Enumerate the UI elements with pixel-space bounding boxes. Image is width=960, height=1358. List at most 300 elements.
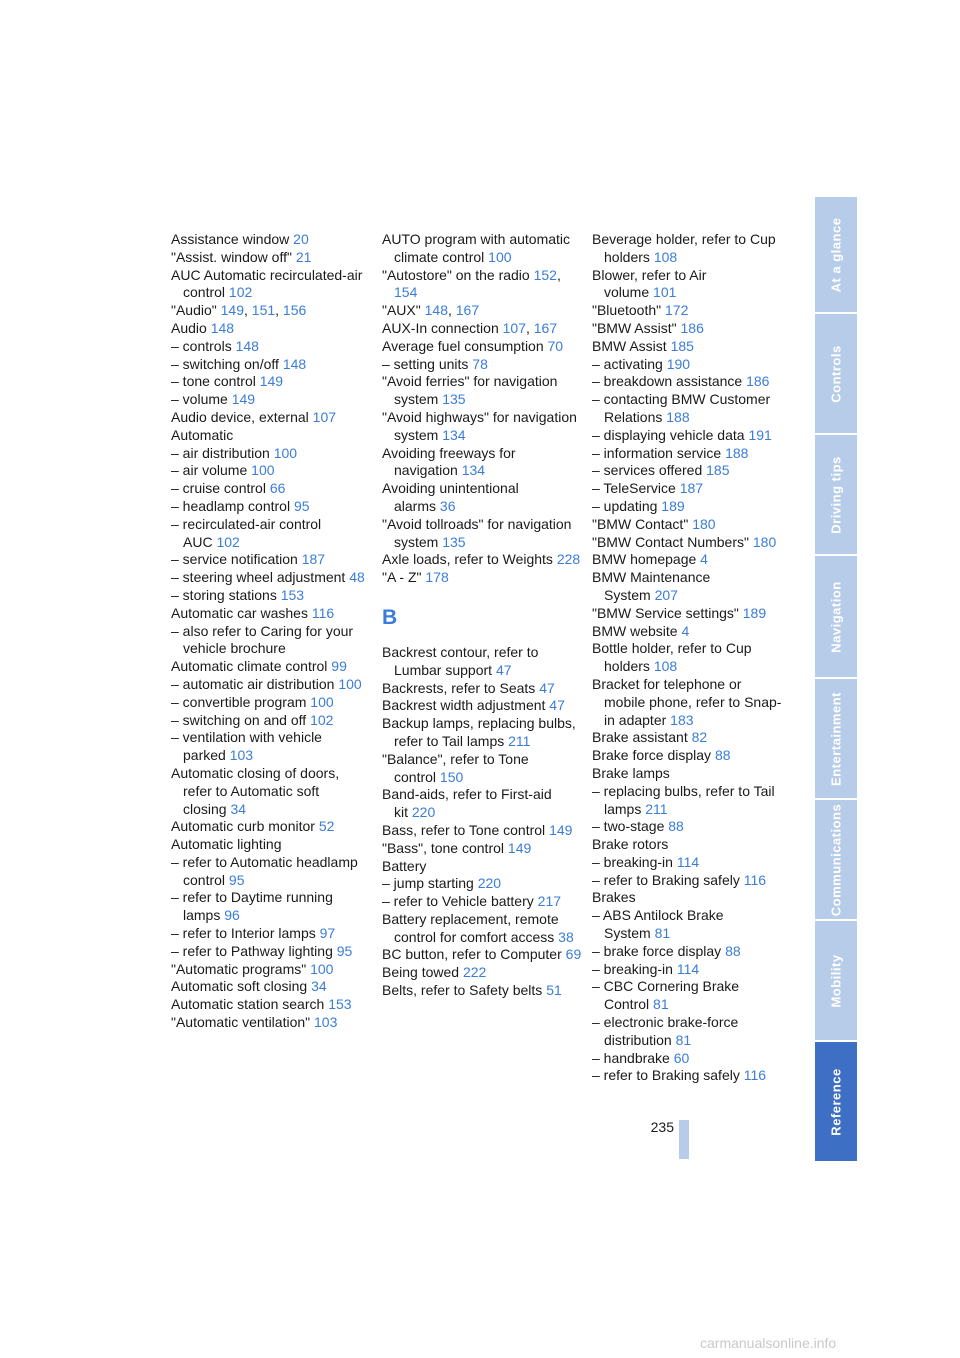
entry-text: – convertible program bbox=[171, 693, 307, 710]
entry-text: – updating bbox=[592, 497, 658, 514]
page-link[interactable]: 101 bbox=[653, 284, 677, 301]
index-entry bbox=[382, 875, 582, 893]
tab-label: Driving tips bbox=[828, 455, 844, 534]
page-link[interactable]: 102 bbox=[310, 711, 334, 728]
page-link[interactable]: 189 bbox=[661, 497, 685, 514]
index-entry bbox=[592, 1067, 782, 1085]
tab-driving-tips[interactable] bbox=[815, 435, 857, 554]
entry-text: – air volume bbox=[171, 462, 248, 479]
page-link[interactable]: 100 bbox=[310, 960, 334, 977]
index-entry bbox=[592, 765, 782, 783]
page-link[interactable]: 135 bbox=[442, 391, 466, 408]
index-entry bbox=[592, 534, 782, 552]
index-entry bbox=[171, 889, 371, 925]
index-entry bbox=[592, 231, 782, 267]
index-entry bbox=[171, 409, 371, 427]
page-link[interactable]: 34 bbox=[311, 978, 327, 995]
entry-text: Automatic bbox=[171, 426, 234, 443]
index-entry bbox=[592, 605, 782, 623]
entry-text: BC button, refer to Computer bbox=[382, 946, 562, 963]
index-entry bbox=[592, 889, 782, 907]
page-link[interactable]: 36 bbox=[439, 497, 456, 514]
index-entry bbox=[592, 516, 782, 534]
index-entry bbox=[171, 338, 371, 356]
entry-text: – replacing bulbs, refer to Tail lamps bbox=[592, 782, 775, 817]
page-link[interactable]: 70 bbox=[547, 337, 564, 354]
entry-text: – setting units bbox=[382, 355, 469, 372]
entry-text: AUC Automatic recirculated-air control bbox=[171, 266, 363, 301]
page-link[interactable]: 149 bbox=[220, 302, 244, 319]
page-link[interactable]: 220 bbox=[477, 875, 502, 892]
tab-reference[interactable] bbox=[815, 1042, 857, 1161]
index-entry bbox=[382, 858, 582, 876]
entry-text: Audio bbox=[171, 319, 207, 336]
page-link[interactable]: 188 bbox=[666, 408, 690, 425]
entry-text: "Automatic programs" bbox=[171, 960, 307, 977]
page-link[interactable]: 191 bbox=[748, 426, 772, 443]
entry-text: – refer to Vehicle battery bbox=[382, 893, 534, 910]
entry-text: – TeleService bbox=[592, 480, 676, 497]
page-link[interactable]: 154 bbox=[394, 284, 418, 301]
index-entry bbox=[592, 356, 782, 374]
entry-text: Backrest width adjustment bbox=[382, 697, 546, 714]
index-entry bbox=[592, 729, 782, 747]
page-link[interactable]: 114 bbox=[676, 960, 700, 977]
page-link[interactable]: 183 bbox=[670, 711, 694, 728]
entry-text: Brake assistant bbox=[592, 729, 688, 746]
index-entry: "Autostore" on the radio 152, 154 bbox=[382, 266, 561, 301]
entry-text: "Assist. window off" bbox=[171, 248, 292, 265]
tab-mobility[interactable] bbox=[815, 921, 857, 1040]
page-link[interactable]: 153 bbox=[280, 586, 305, 603]
index-entry bbox=[382, 822, 582, 840]
entry-text: AUTO program with automatic climate control bbox=[382, 231, 571, 265]
tab-label: Reference bbox=[828, 1067, 844, 1136]
index-entry bbox=[382, 840, 582, 858]
page-link[interactable]: 156 bbox=[282, 302, 307, 319]
index-entry bbox=[382, 551, 582, 569]
page-link[interactable]: 153 bbox=[328, 996, 352, 1013]
page-link[interactable]: 134 bbox=[442, 426, 466, 443]
entry-text: – automatic air distribution bbox=[171, 675, 335, 692]
index-entry bbox=[592, 872, 782, 890]
page-link[interactable]: 134 bbox=[461, 462, 486, 479]
index-entry bbox=[171, 427, 371, 445]
page-number-bar bbox=[679, 1120, 689, 1159]
index-entry bbox=[171, 373, 371, 391]
index-entry bbox=[592, 267, 782, 303]
entry-text: – switching on/off bbox=[171, 355, 279, 372]
entry-text: – information service bbox=[592, 444, 722, 461]
index-column-2 bbox=[382, 231, 582, 1000]
entry-text: – ABS Antilock Brake System bbox=[592, 907, 724, 942]
index-entry bbox=[171, 605, 371, 623]
entry-text: Battery replacement, remote control for comfort access bbox=[382, 910, 559, 945]
entry-text: – activating bbox=[592, 355, 663, 372]
index-entry bbox=[171, 356, 371, 374]
index-entry bbox=[592, 1050, 782, 1068]
page-link[interactable]: 116 bbox=[743, 871, 767, 888]
index-entry bbox=[171, 961, 371, 979]
entry-text: BMW Assist bbox=[592, 337, 667, 354]
page-link[interactable]: 190 bbox=[666, 355, 691, 372]
entry-text: – controls bbox=[171, 337, 232, 354]
page-link[interactable]: 4 bbox=[681, 622, 690, 639]
index-entry bbox=[171, 694, 371, 712]
page-link[interactable]: 107 bbox=[502, 319, 526, 336]
index-entry bbox=[382, 644, 582, 680]
index-entry bbox=[171, 818, 371, 836]
page-link[interactable]: 88 bbox=[668, 818, 684, 835]
entry-text: Brake rotors bbox=[592, 836, 669, 853]
entry-text: – tone control bbox=[171, 373, 256, 390]
entry-text: Battery bbox=[382, 857, 427, 874]
entry-text: "A - Z" bbox=[382, 569, 422, 586]
page-link[interactable]: 185 bbox=[706, 462, 730, 479]
page-link[interactable]: 178 bbox=[425, 569, 449, 586]
page-link[interactable]: 60 bbox=[673, 1049, 690, 1066]
index-entry bbox=[382, 697, 582, 715]
index-entry bbox=[171, 729, 371, 765]
index-entry bbox=[382, 409, 582, 445]
tab-navigation[interactable] bbox=[815, 556, 857, 677]
entry-text: Bracket for telephone or mobile phone, refer to Snap-in adapter bbox=[592, 675, 782, 728]
page-link[interactable]: 152 bbox=[533, 266, 557, 283]
page-link[interactable]: 82 bbox=[691, 729, 708, 746]
page-link[interactable]: 78 bbox=[472, 355, 488, 372]
entry-text: Audio device, external bbox=[171, 408, 309, 425]
page-link[interactable]: 51 bbox=[546, 982, 562, 999]
index-entry bbox=[171, 569, 371, 587]
page-link[interactable]: 108 bbox=[653, 658, 678, 675]
page-link[interactable]: 38 bbox=[558, 928, 574, 945]
index-entry bbox=[171, 978, 371, 996]
index-entry bbox=[382, 982, 582, 1000]
page-link[interactable]: 48 bbox=[349, 569, 365, 586]
page-link[interactable]: 97 bbox=[319, 925, 336, 942]
index-entry bbox=[382, 911, 582, 947]
entry-text: – service notification bbox=[171, 551, 298, 568]
entry-text: – brake force display bbox=[592, 942, 722, 959]
entry-text: – displaying vehicle data bbox=[592, 426, 745, 443]
section-tabs bbox=[815, 197, 857, 1163]
page-link[interactable]: 167 bbox=[455, 302, 480, 319]
page-link[interactable]: 96 bbox=[224, 907, 240, 924]
page-link[interactable]: 81 bbox=[675, 1031, 692, 1048]
index-entry bbox=[382, 356, 582, 374]
index-entry: "Audio" 149, 151, 156 bbox=[171, 302, 307, 319]
index-entry bbox=[592, 961, 782, 979]
entry-text: – ventilation with vehicle parked bbox=[171, 729, 322, 764]
page-link[interactable]: 149 bbox=[549, 821, 573, 838]
entry-text: – refer to Braking safely bbox=[592, 871, 740, 888]
entry-text: "Autostore" on the radio bbox=[382, 266, 530, 283]
entry-text: Beverage holder, refer to Cup holders bbox=[592, 231, 776, 265]
entry-text: – steering wheel adjustment bbox=[171, 569, 346, 586]
entry-text: "Avoid ferries" for navigation system bbox=[382, 373, 558, 408]
entry-text: "BMW Contact Numbers" bbox=[592, 533, 749, 550]
page-link[interactable]: 47 bbox=[495, 661, 512, 678]
entry-text: – two-stage bbox=[592, 818, 665, 835]
index-entry bbox=[171, 623, 371, 659]
page-link[interactable]: 95 bbox=[293, 497, 310, 514]
entry-text: "Balance", refer to Tone control bbox=[382, 750, 529, 785]
index-entry bbox=[171, 462, 371, 480]
page-link[interactable]: 135 bbox=[442, 533, 466, 550]
entry-text: Axle loads, refer to Weights bbox=[382, 551, 553, 568]
page-link[interactable]: 148 bbox=[282, 355, 307, 372]
entry-text: – breaking-in bbox=[592, 960, 673, 977]
entry-text: – contacting BMW Customer Relations bbox=[592, 391, 771, 425]
page-link[interactable]: 172 bbox=[665, 302, 689, 319]
page-link[interactable]: 185 bbox=[670, 337, 694, 354]
index-entry bbox=[382, 480, 582, 516]
page-link[interactable]: 220 bbox=[411, 804, 436, 821]
page-link[interactable]: 149 bbox=[231, 391, 256, 408]
tab-label: Entertainment bbox=[828, 691, 844, 786]
index-entry bbox=[592, 320, 782, 338]
page-link[interactable]: 148 bbox=[235, 337, 259, 354]
page-link[interactable]: 100 bbox=[251, 462, 275, 479]
index-entry bbox=[592, 943, 782, 961]
entry-text: – refer to Interior lamps bbox=[171, 925, 316, 942]
index-entry bbox=[171, 551, 371, 569]
index-entry bbox=[592, 676, 782, 729]
index-entry bbox=[171, 231, 371, 249]
index-entry bbox=[382, 680, 582, 698]
page-link[interactable]: 47 bbox=[539, 679, 555, 696]
index-entry bbox=[592, 338, 782, 356]
index-entry bbox=[382, 373, 582, 409]
page-link[interactable]: 66 bbox=[269, 480, 286, 497]
page-link[interactable]: 116 bbox=[311, 604, 335, 621]
entry-text: Band-aids, refer to First-aid kit bbox=[382, 786, 552, 821]
entry-text: – breakdown assistance bbox=[592, 373, 743, 390]
entry-text: – electronic brake-force distribution bbox=[592, 1014, 739, 1048]
page-link[interactable]: 100 bbox=[310, 693, 334, 710]
page-link[interactable]: 47 bbox=[549, 697, 565, 714]
entry-text: "AUX" bbox=[382, 302, 421, 319]
entry-text: – services offered bbox=[592, 462, 703, 479]
page-link[interactable]: 188 bbox=[725, 444, 749, 461]
entry-text: – cruise control bbox=[171, 480, 266, 497]
index-entry: "AUX" 148, 167 bbox=[382, 302, 480, 319]
page-link[interactable]: 95 bbox=[336, 942, 353, 959]
entry-text: Backrest contour, refer to Lumbar support bbox=[382, 643, 539, 678]
index-entry bbox=[171, 712, 371, 730]
index-entry bbox=[592, 783, 782, 819]
entry-text: – refer to Automatic headlamp control bbox=[171, 853, 358, 888]
page-link[interactable]: 189 bbox=[742, 604, 767, 621]
page-link[interactable]: 222 bbox=[462, 964, 487, 981]
index-entry bbox=[171, 391, 371, 409]
page-link[interactable]: 108 bbox=[653, 248, 678, 265]
index-entry bbox=[592, 623, 782, 641]
index-entry bbox=[592, 818, 782, 836]
entry-text: BMW Maintenance System bbox=[592, 569, 711, 603]
page-link[interactable]: 180 bbox=[692, 515, 716, 532]
page-link[interactable]: 114 bbox=[676, 853, 700, 870]
index-entry bbox=[171, 498, 371, 516]
entry-text: Avoiding unintentional alarms bbox=[382, 480, 519, 514]
tab-communications[interactable] bbox=[815, 800, 857, 919]
entry-text: Automatic car washes bbox=[171, 604, 308, 621]
entry-text: – jump starting bbox=[382, 875, 474, 892]
page-link[interactable]: 81 bbox=[653, 996, 669, 1013]
entry-text: – refer to Daytime running lamps bbox=[171, 889, 333, 924]
index-entry bbox=[171, 320, 371, 338]
entry-text: "Audio" bbox=[171, 302, 217, 319]
index-entry bbox=[592, 445, 782, 463]
page-link[interactable]: 207 bbox=[654, 586, 678, 603]
tab-label: Navigation bbox=[828, 580, 844, 653]
index-column-1 bbox=[171, 231, 371, 1032]
index-entry bbox=[592, 907, 782, 943]
page-link[interactable]: 167 bbox=[533, 319, 558, 336]
index-entry bbox=[382, 338, 582, 356]
entry-text: – recirculated-air control AUC bbox=[171, 515, 322, 550]
entry-text: Automatic station search bbox=[171, 996, 325, 1013]
page-link[interactable]: 107 bbox=[312, 408, 337, 425]
page-link[interactable]: 4 bbox=[700, 551, 708, 568]
index-entry bbox=[171, 516, 371, 552]
page-link[interactable]: 103 bbox=[314, 1014, 338, 1031]
page-link[interactable]: 148 bbox=[424, 302, 448, 319]
index-entry bbox=[382, 893, 582, 911]
index-entry bbox=[171, 658, 371, 676]
entry-text: AUX-In connection bbox=[382, 319, 499, 336]
page-link[interactable]: 69 bbox=[565, 946, 582, 963]
index-column-3 bbox=[592, 231, 782, 1085]
page-link[interactable]: 228 bbox=[556, 551, 581, 568]
index-entry: AUX-In connection 107, 167 bbox=[382, 319, 558, 336]
tab-entertainment[interactable] bbox=[815, 679, 857, 798]
page-link[interactable]: 186 bbox=[746, 373, 770, 390]
page-number: 235 bbox=[650, 1119, 674, 1135]
entry-text: Bottle holder, refer to Cup holders bbox=[592, 640, 752, 675]
page-link[interactable]: 103 bbox=[229, 747, 254, 764]
page-link[interactable]: 88 bbox=[714, 747, 731, 764]
entry-text: "Avoid tollroads" for navigation system bbox=[382, 515, 572, 550]
page-link[interactable]: 149 bbox=[259, 373, 284, 390]
entry-text: Automatic closing of doors, refer to Automatic soft closing bbox=[171, 764, 340, 817]
index-entry bbox=[171, 925, 371, 943]
page-link[interactable]: 52 bbox=[318, 818, 335, 835]
entry-text: Brakes bbox=[592, 889, 636, 906]
page-link[interactable]: 34 bbox=[230, 800, 247, 817]
page-link[interactable]: 100 bbox=[488, 248, 512, 265]
page-link[interactable]: 81 bbox=[654, 925, 671, 942]
index-entry bbox=[171, 943, 371, 961]
tab-label: Mobility bbox=[828, 953, 844, 1008]
entry-text: Automatic curb monitor bbox=[171, 818, 315, 835]
index-entry bbox=[171, 587, 371, 605]
index-entry bbox=[171, 445, 371, 463]
index-entry bbox=[592, 854, 782, 872]
page-link[interactable]: 102 bbox=[228, 284, 253, 301]
page-link[interactable]: 180 bbox=[752, 533, 777, 550]
index-entry bbox=[382, 964, 582, 982]
index-entry bbox=[171, 480, 371, 498]
entry-text: Being towed bbox=[382, 964, 460, 981]
page-link[interactable]: 21 bbox=[295, 248, 312, 265]
entry-text: Brake force display bbox=[592, 747, 712, 764]
page-link[interactable]: 186 bbox=[680, 319, 704, 336]
entry-text: – air distribution bbox=[171, 444, 270, 461]
tab-at-a-glance[interactable] bbox=[815, 197, 857, 312]
entry-text: Average fuel consumption bbox=[382, 337, 544, 354]
entry-text: – CBC Cornering Brake Control bbox=[592, 978, 740, 1013]
watermark: carmanualsonline.info bbox=[700, 1335, 837, 1351]
tab-label: At a glance bbox=[828, 217, 844, 292]
index-entry bbox=[592, 302, 782, 320]
page-link[interactable]: 100 bbox=[338, 675, 362, 692]
page-link[interactable]: 211 bbox=[645, 800, 668, 817]
tab-controls[interactable] bbox=[815, 314, 857, 433]
entry-text: Brake lamps bbox=[592, 764, 670, 781]
entry-text: Assistance window bbox=[171, 231, 290, 247]
index-entry bbox=[592, 462, 782, 480]
index-entry bbox=[592, 640, 782, 676]
page-link[interactable]: 95 bbox=[228, 871, 245, 888]
index-entry bbox=[171, 765, 371, 818]
page-link[interactable]: 100 bbox=[273, 444, 298, 461]
entry-text: "Bluetooth" bbox=[592, 302, 662, 319]
index-entry bbox=[382, 516, 582, 552]
index-entry bbox=[592, 836, 782, 854]
page-link[interactable]: 148 bbox=[210, 319, 235, 336]
entry-text: "BMW Service settings" bbox=[592, 604, 739, 621]
page-link[interactable]: 187 bbox=[679, 480, 704, 497]
index-entry bbox=[382, 231, 582, 267]
entry-text: – storing stations bbox=[171, 586, 277, 603]
page-link[interactable]: 20 bbox=[293, 231, 309, 247]
entry-text: Automatic climate control bbox=[171, 658, 328, 675]
index-entry bbox=[592, 373, 782, 391]
index-entry bbox=[382, 751, 582, 787]
page-link[interactable]: 211 bbox=[508, 732, 531, 749]
index-entry bbox=[171, 836, 371, 854]
page-link[interactable]: 102 bbox=[216, 533, 240, 550]
tab-label: Communications bbox=[828, 803, 844, 916]
index-entry bbox=[382, 715, 582, 751]
index-entry bbox=[171, 996, 371, 1014]
index-entry bbox=[592, 427, 782, 445]
entry-text: Blower, refer to Air volume bbox=[592, 266, 707, 301]
entry-text: Avoiding freeways for navigation bbox=[382, 444, 516, 479]
entry-text: "BMW Assist" bbox=[592, 319, 677, 336]
page-link[interactable]: 88 bbox=[725, 942, 741, 959]
index-entry bbox=[171, 249, 371, 267]
page-link[interactable]: 149 bbox=[507, 839, 532, 856]
index-entry bbox=[382, 445, 582, 481]
index-entry bbox=[592, 498, 782, 516]
index-entry bbox=[592, 978, 782, 1014]
page-link[interactable]: 187 bbox=[301, 551, 326, 568]
index-entry bbox=[171, 854, 371, 890]
index-entry bbox=[382, 569, 582, 587]
page-link[interactable]: 217 bbox=[537, 893, 562, 910]
page-link[interactable]: 99 bbox=[331, 658, 347, 675]
page-link[interactable]: 116 bbox=[743, 1067, 767, 1084]
entry-text: – switching on and off bbox=[171, 711, 307, 728]
entry-text: – handbrake bbox=[592, 1049, 670, 1066]
entry-text: – refer to Braking safely bbox=[592, 1067, 740, 1084]
index-entry bbox=[382, 946, 582, 964]
page-link[interactable]: 151 bbox=[251, 302, 276, 319]
page-link[interactable]: 150 bbox=[439, 768, 464, 785]
entry-text: – refer to Pathway lighting bbox=[171, 942, 333, 959]
